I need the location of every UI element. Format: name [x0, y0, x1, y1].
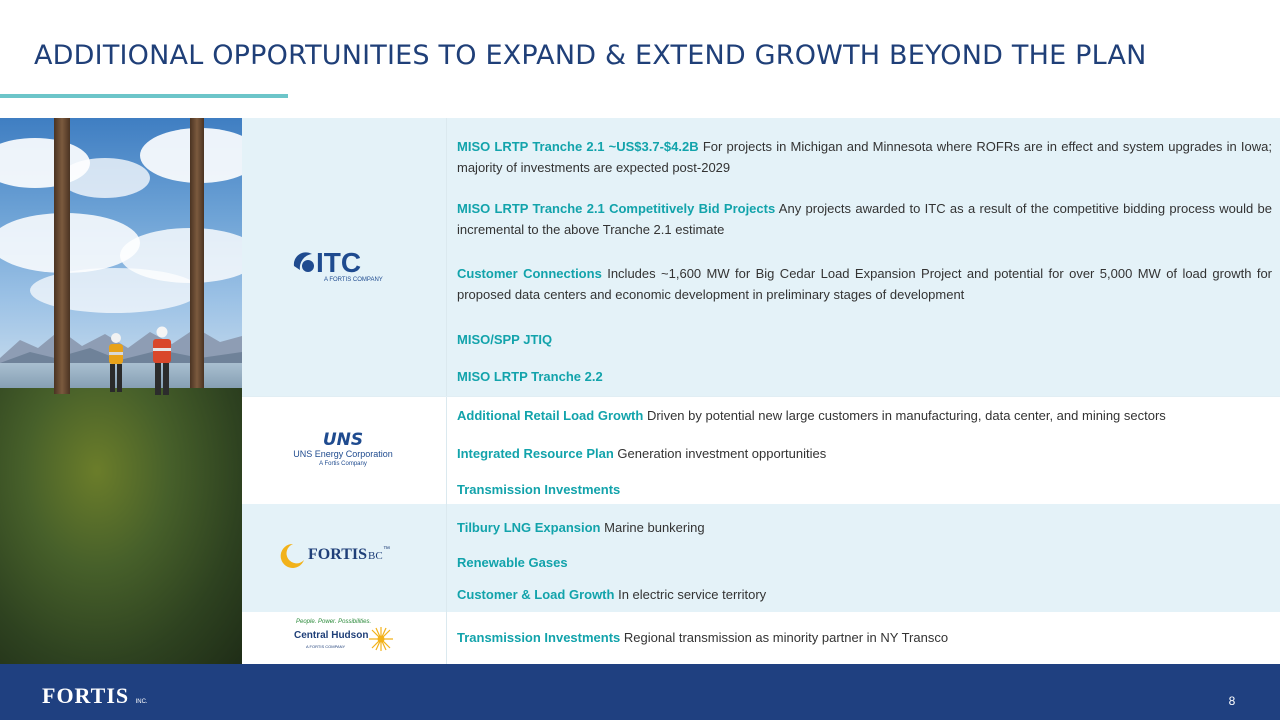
fortisbc-item-load-growth: Customer & Load Growth In electric service territory — [457, 587, 767, 602]
uns-item-transmission: Transmission Investments — [457, 482, 621, 497]
fortisbc-item-renewable-gases: Renewable Gases — [457, 555, 568, 570]
fortisbc-sun-icon — [280, 542, 306, 570]
footer-bar — [0, 664, 1280, 720]
slide-title: ADDITIONAL OPPORTUNITIES TO EXPAND & EXTEND GROWTH BEYOND THE PLAN — [34, 40, 1147, 71]
fortisbc-logo-name: FORTIS — [308, 546, 368, 563]
title-accent-rule — [0, 94, 288, 98]
fortisbc-logo-trademark: ™ — [383, 546, 390, 553]
itc-item-tranche-2-1: MISO LRTP Tranche 2.1 ~US$3.7-$4.2B For projects in Michigan and Minnesota where ROFRs are in effect and system upgrades in Iowa; majority of investments are expected post-2029 — [457, 139, 1272, 175]
uns-logo — [288, 431, 398, 469]
sunburst-icon — [368, 626, 394, 652]
itc-item-competitive-bid: MISO LRTP Tranche 2.1 Competitively Bid Projects Any projects awarded to ITC as a result of the competitive bidding process would be incremental to the above Tranche 2.1 estimate — [457, 201, 1272, 237]
uns-item-irp: Integrated Resource Plan Generation investment opportunities — [457, 446, 827, 461]
fortis-logo-text: FORTIS — [42, 683, 130, 708]
central-hudson-name: Central Hudson — [294, 630, 369, 641]
itc-item-customer-connections: Customer Connections Includes ~1,600 MW for Big Cedar Load Expansion Project and potential for over 5,000 MW of load growth for proposed data centers and economic development in preliminary stages of development — [457, 266, 1273, 302]
central-hudson-caption: A FORTIS COMPANY — [306, 644, 346, 649]
uns-logo-mark: UNS — [322, 430, 364, 450]
fortisbc-logo-suffix: BC — [368, 550, 383, 562]
page-number: 8 — [1228, 694, 1236, 708]
fortisbc-logo — [280, 540, 400, 572]
fortisbc-item-tilbury: Tilbury LNG Expansion Marine bunkering — [457, 520, 705, 535]
utility-workers-photo — [0, 118, 242, 664]
central-hudson-tagline: People. Power. Possibilities. — [296, 619, 372, 625]
fortis-inc-logo — [42, 683, 148, 709]
itc-item-tranche-2-2: MISO LRTP Tranche 2.2 — [457, 369, 603, 384]
central-hudson-item-transmission: Transmission Investments Regional transmission as minority partner in NY Transco — [457, 630, 949, 645]
uns-logo-cell — [242, 397, 446, 504]
uns-logo-name: UNS Energy Corporation — [293, 449, 393, 459]
fortis-logo-suffix: INC. — [135, 699, 148, 705]
itc-item-jtiq: MISO/SPP JTIQ — [457, 332, 553, 347]
central-hudson-logo-cell — [242, 612, 446, 664]
fortisbc-logo-cell — [242, 504, 446, 612]
itc-logo-cell — [242, 118, 446, 396]
itc-logo — [290, 242, 386, 284]
central-hudson-logo — [292, 618, 396, 658]
uns-item-retail-load: Additional Retail Load Growth Driven by potential new large customers in manufacturing, data center, and mining sectors — [457, 408, 1166, 423]
uns-logo-caption: A Fortis Company — [319, 461, 367, 467]
svg-text:ITC: ITC — [316, 247, 362, 278]
itc-logo-caption: A FORTIS COMPANY — [324, 277, 383, 283]
